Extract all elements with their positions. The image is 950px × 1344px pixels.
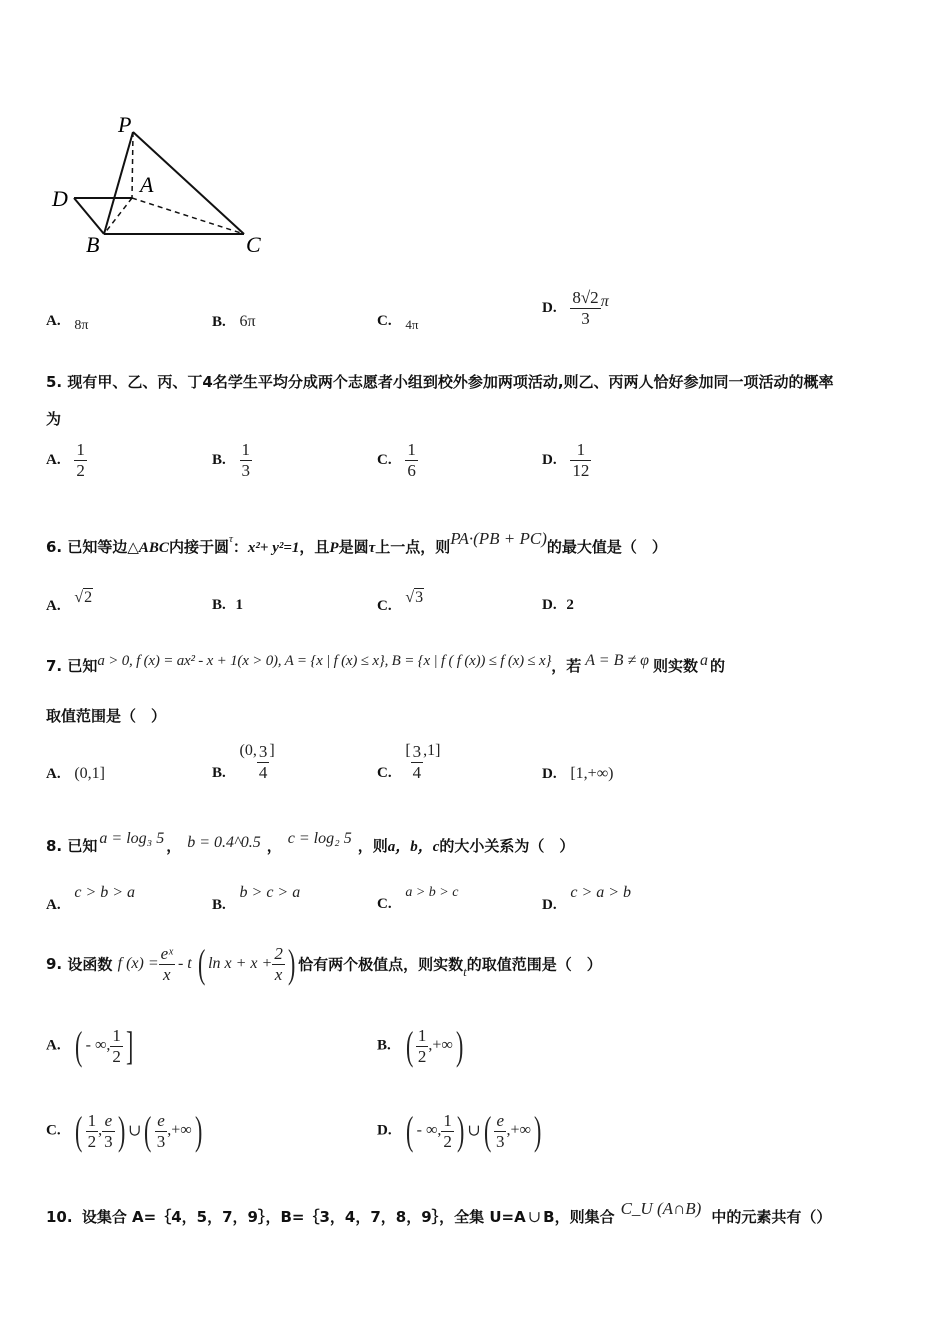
b-definition: b = 0.4^0.5	[187, 834, 261, 851]
paren-open: (	[406, 1108, 414, 1153]
option-label: C.	[46, 1122, 61, 1139]
option-value: √3	[405, 589, 424, 606]
complement-expression: C_U (A∩B)	[620, 1199, 702, 1218]
fraction	[405, 440, 418, 481]
pyramid-figure	[48, 110, 278, 260]
option-label: A.	[46, 451, 61, 468]
option-label: D.	[542, 597, 557, 613]
triangle-name: ABC	[138, 540, 169, 556]
paren-open: (	[405, 1023, 413, 1068]
interval-close: ]	[269, 742, 275, 759]
option-value: 4π	[405, 317, 419, 332]
fraction	[494, 1111, 507, 1152]
point-p: P	[329, 540, 339, 556]
option-value: a > b > c	[405, 885, 459, 900]
denominator: 3	[156, 1131, 166, 1151]
option-label: D.	[542, 451, 557, 468]
q4-option-d[interactable]	[542, 288, 609, 329]
option-value: (0,1]	[74, 765, 105, 782]
function-definition: a > 0, f (x) = ax² - x + 1(x > 0), A = {x | f (x) ≤ x}, B = {x | f ( f (x)) ≤ f (x) ≤ x}	[97, 653, 552, 669]
option-math	[72, 1023, 136, 1068]
fraction	[411, 742, 424, 783]
option-math	[403, 1108, 544, 1153]
denominator: 3	[495, 1131, 505, 1151]
denominator: 2	[87, 1131, 97, 1151]
label-A: A	[140, 172, 154, 197]
question-text: ：	[232, 538, 248, 556]
q9-option-c[interactable]	[46, 1109, 205, 1153]
q8-option-c[interactable]	[377, 884, 459, 912]
question-text: 已知等边△	[67, 538, 139, 556]
option-label: C.	[377, 313, 392, 329]
option-value: 2	[566, 597, 574, 613]
option-label: C.	[377, 451, 392, 468]
label-B: B	[86, 232, 100, 257]
interval-open: [	[405, 742, 411, 759]
question-text: ，且	[299, 538, 330, 556]
option-math	[72, 1108, 205, 1153]
separator: ，	[266, 837, 282, 855]
fraction	[570, 288, 600, 329]
question-text: 设函数	[67, 955, 113, 974]
q7-option-a[interactable]	[46, 765, 105, 783]
circle-equation: x²+ y²=1	[247, 540, 300, 556]
fraction	[74, 440, 87, 481]
numerator: e	[104, 1110, 113, 1130]
question-text: 恰有两个极值点，则实数	[298, 955, 464, 974]
tau-symbol: τ	[368, 540, 376, 556]
q8-stem	[46, 830, 575, 856]
question-text: 中的元素共有（）	[711, 1208, 832, 1226]
q4-option-c[interactable]	[377, 313, 418, 330]
option-label: D.	[542, 766, 557, 782]
q6-stem	[46, 529, 667, 557]
option-label: B.	[212, 451, 226, 468]
minus-t: - t	[177, 955, 192, 972]
a-definition: a = log₃ 5	[99, 830, 165, 847]
paren-close: )	[194, 1108, 203, 1153]
radicand: 3	[415, 589, 424, 606]
fraction	[416, 1026, 429, 1067]
label-C: C	[246, 232, 261, 257]
denominator: 4	[412, 763, 422, 782]
q7-stem	[46, 652, 725, 676]
question-text: 已知	[67, 657, 98, 675]
neg-infinity: - ∞,	[85, 1037, 111, 1054]
question-text: 的取值范围是（ ）	[466, 955, 602, 974]
q5-option-b[interactable]	[212, 440, 252, 481]
numerator: 1	[407, 440, 416, 459]
q8-option-b[interactable]	[212, 884, 301, 913]
question-text: ，则	[357, 837, 388, 855]
option-suffix: π	[600, 292, 609, 310]
radicand: 2	[84, 589, 93, 606]
q8-option-d[interactable]	[542, 884, 632, 913]
question-number: 9.	[46, 955, 63, 973]
question-text: 已知	[67, 837, 98, 855]
question-text: B，则集合	[543, 1208, 615, 1226]
variables: a，b，c	[387, 839, 440, 855]
denominator: 3	[570, 308, 600, 329]
paren-open: (	[197, 941, 206, 986]
numerator: 1	[112, 1025, 121, 1045]
question-text: 上一点，则	[375, 538, 451, 556]
option-label: D.	[542, 897, 557, 913]
option-label: A.	[46, 897, 61, 913]
q7-option-c[interactable]	[377, 742, 441, 783]
paren-close: )	[455, 1023, 464, 1068]
q9-option-a[interactable]	[46, 1024, 136, 1068]
numerator: eˣ	[160, 943, 173, 963]
q5-option-d[interactable]	[542, 440, 591, 481]
fraction	[159, 944, 175, 985]
option-label: C.	[377, 765, 392, 781]
option-label: B.	[212, 765, 226, 781]
q7-stem-line2: 取值范围是（ ）	[46, 707, 167, 725]
option-math	[403, 1023, 467, 1068]
q4-option-b[interactable]	[212, 313, 256, 331]
option-value: 1	[235, 597, 244, 613]
question-text: 设集合 A=｛4，5，7，9｝，B=｛3，4，7，8，9｝，全集 U=A	[81, 1208, 526, 1226]
option-value: c > b > a	[74, 884, 136, 901]
option-value: b > c > a	[239, 884, 301, 901]
fraction	[240, 440, 253, 481]
paren-close: )	[456, 1108, 465, 1153]
inner-expression: ln x + x +	[208, 955, 273, 972]
numerator: 1	[241, 440, 251, 459]
question-text: 的最大值是（ ）	[546, 538, 667, 556]
interval-close: ,1]	[423, 742, 441, 759]
union-symbol: ∪	[527, 1209, 542, 1226]
edge-PB	[104, 132, 133, 234]
q8-option-a[interactable]	[46, 884, 136, 913]
paren-open: (	[75, 1108, 83, 1153]
denominator: 2	[112, 1046, 121, 1066]
option-value: [1,+∞)	[570, 765, 614, 782]
variable-a: a	[699, 652, 708, 669]
comma: ,	[98, 1122, 103, 1139]
denominator: x	[272, 964, 285, 985]
question-number: 7.	[46, 657, 63, 675]
c-definition: c = log₂ 5	[287, 830, 352, 847]
pos-infinity: ,+∞	[428, 1037, 453, 1054]
option-label: B.	[377, 1037, 391, 1054]
separator: ，	[166, 837, 182, 855]
numerator: 1	[443, 1110, 452, 1130]
fraction	[155, 1111, 168, 1152]
numerator: e	[496, 1110, 504, 1130]
option-label: A.	[46, 766, 61, 782]
union-symbol: ∪	[128, 1123, 142, 1140]
paren-close: )	[287, 941, 296, 986]
option-label: B.	[212, 897, 226, 913]
fraction	[86, 1111, 99, 1152]
set-condition: A = B ≠ φ	[585, 652, 649, 669]
edge-PA	[132, 132, 133, 198]
question-number: 8.	[46, 837, 63, 855]
numerator: 3	[412, 742, 422, 761]
fraction	[257, 742, 270, 783]
pos-infinity: ,+∞	[506, 1122, 531, 1139]
question-number: 5.	[46, 373, 63, 391]
denominator: 3	[104, 1131, 113, 1151]
option-label: D.	[377, 1122, 392, 1139]
option-value: c > a > b	[570, 884, 632, 901]
paren-open: (	[75, 1023, 83, 1068]
edge-AC	[132, 198, 244, 234]
question-text: 的	[709, 657, 725, 675]
option-label: A.	[46, 313, 61, 329]
q7-option-d[interactable]	[542, 765, 613, 783]
paren-open: (	[483, 1108, 491, 1153]
q9-option-b[interactable]	[377, 1024, 466, 1068]
vector-expression: PA·(PB + PC)	[450, 529, 547, 548]
pos-infinity: ,+∞	[167, 1122, 192, 1139]
q6-option-d[interactable]	[542, 597, 574, 614]
numerator: 1	[417, 1025, 427, 1045]
variable-t: t	[463, 964, 467, 979]
question-text: 是圆	[338, 538, 369, 556]
option-label: D.	[542, 299, 557, 316]
numerator: 1	[76, 440, 85, 459]
numerator: 1	[576, 440, 586, 459]
option-value: 8π	[74, 318, 89, 333]
bracket-close: ]	[125, 1023, 134, 1068]
q10-stem	[46, 1199, 832, 1227]
question-text: 内接于圆	[168, 538, 229, 556]
q7-option-b[interactable]	[212, 742, 275, 783]
denominator: 2	[76, 461, 85, 480]
label-D: D	[52, 186, 68, 211]
denominator: 12	[572, 461, 590, 480]
option-label: C.	[377, 896, 392, 912]
fraction	[441, 1111, 454, 1152]
q9-stem	[46, 942, 602, 986]
q5-option-c[interactable]	[377, 440, 418, 481]
denominator: 4	[258, 763, 268, 782]
union-symbol: ∪	[467, 1123, 481, 1140]
numerator: 2	[274, 943, 283, 963]
neg-infinity: - ∞,	[416, 1122, 442, 1139]
fraction	[102, 1111, 115, 1152]
q6-option-c[interactable]	[377, 589, 424, 614]
question-text: ，若	[551, 657, 582, 675]
option-label: B.	[212, 597, 226, 613]
numerator: 8√2	[572, 288, 599, 307]
denominator: 2	[443, 1131, 452, 1151]
denominator: 6	[407, 461, 416, 480]
option-value: 6π	[239, 313, 256, 330]
option-label: B.	[212, 314, 226, 330]
paren-open: (	[144, 1108, 152, 1153]
interval-open: (0,	[239, 742, 257, 759]
q6-option-b[interactable]	[212, 597, 243, 614]
question-text: 的大小关系为（ ）	[439, 837, 575, 855]
q5-stem	[46, 371, 834, 392]
denominator: x	[159, 964, 175, 985]
fraction	[570, 440, 591, 481]
label-P: P	[118, 112, 132, 137]
option-label: A.	[46, 598, 61, 614]
q5-stem-line2: 为	[46, 410, 62, 428]
numerator: e	[157, 1110, 165, 1130]
question-number: 6.	[46, 538, 63, 556]
option-label: C.	[377, 598, 392, 614]
denominator: 3	[241, 461, 251, 480]
tau-symbol: τ	[228, 533, 233, 545]
option-label: A.	[46, 1037, 61, 1054]
q6-option-a[interactable]	[46, 589, 93, 614]
numerator: 3	[258, 742, 268, 761]
edge-DB	[74, 198, 104, 234]
paren-close: )	[533, 1108, 542, 1153]
q5-option-a[interactable]	[46, 440, 87, 481]
numerator: 1	[87, 1110, 97, 1130]
paren-close: )	[117, 1108, 126, 1153]
q4-option-a[interactable]	[46, 313, 89, 333]
function-name: f (x) =	[117, 955, 159, 972]
question-number: 10.	[46, 1208, 73, 1226]
fraction	[110, 1026, 123, 1067]
denominator: 2	[417, 1046, 427, 1066]
fraction	[272, 944, 285, 985]
option-value: √2	[74, 589, 93, 606]
question-text: 则实数	[652, 657, 698, 675]
question-text: 现有甲、乙、丙、丁4名学生平均分成两个志愿者小组到校外参加两项活动,则乙、丙两人恰好参加同一项活动的概率	[67, 373, 834, 391]
q9-option-d[interactable]	[377, 1109, 544, 1153]
